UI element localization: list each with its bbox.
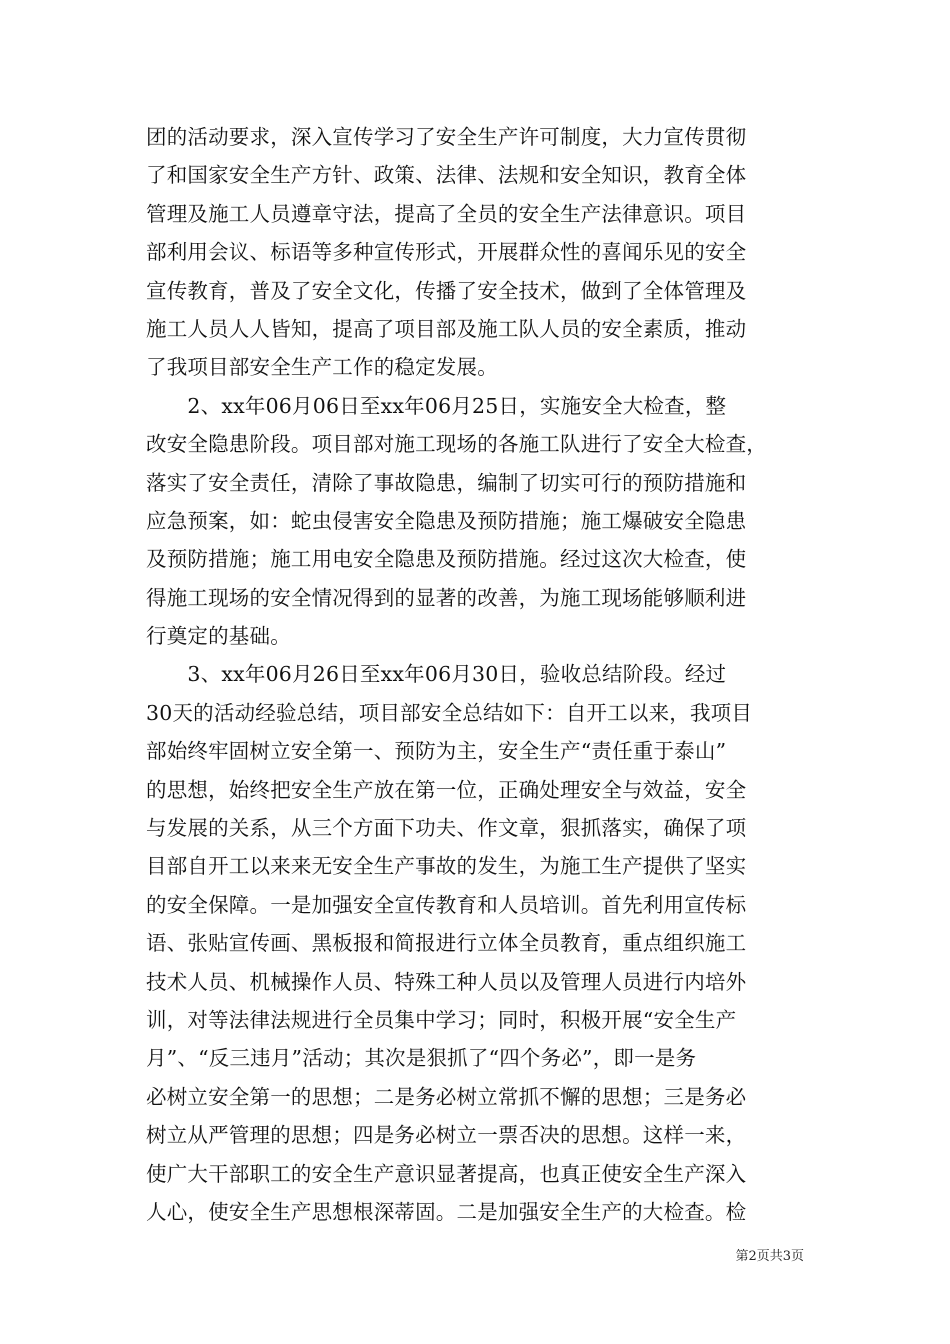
text-line: 了我项目部安全生产工作的稳定发展。 (146, 355, 498, 380)
text-line: 及预防措施；施工用电安全隐患及预防措施。经过这次大检查，使 (146, 547, 747, 572)
text-line: 技术人员、机械操作人员、特殊工种人员以及管理人员进行内培外 (146, 969, 747, 994)
text-line: 应急预案，如：蛇虫侵害安全隐患及预防措施；施工爆破安全隐患 (146, 508, 747, 533)
text-line: 得施工现场的安全情况得到的显著的改善，为施工现场能够顺利进 (146, 585, 747, 610)
text-line: 训，对等法律法规进行全员集中学习；同时，积极开展“安全生产 (146, 1007, 737, 1032)
text-line: 必树立安全第一的思想；二是务必树立常抓不懈的思想；三是务必 (146, 1084, 747, 1109)
text-line: 部利用会议、标语等多种宣传形式，开展群众性的喜闻乐见的安全 (146, 240, 747, 265)
text-line: 人心，使安全生产思想根深蒂固。二是加强安全生产的大检查。检 (146, 1199, 747, 1224)
text-line: 树立从严管理的思想；四是务必树立一票否决的思想。这样一来， (146, 1123, 747, 1148)
text-line: 的思想，始终把安全生产放在第一位，正确处理安全与效益，安全 (146, 777, 747, 802)
text-line: 2、xx年06月06日至xx年06月25日，实施安全大检查，整 (146, 393, 727, 418)
text-line: 施工人员人人皆知，提高了项目部及施工队人员的安全素质，推动 (146, 316, 747, 341)
text-line: 语、张贴宣传画、黑板报和简报进行立体全员教育，重点组织施工 (146, 931, 747, 956)
text-line: 团的活动要求，深入宣传学习了安全生产许可制度，大力宣传贯彻 (146, 125, 747, 149)
text-line: 与发展的关系，从三个方面下功夫、作文章，狠抓落实，确保了项 (146, 816, 747, 841)
text-line: 使广大干部职工的安全生产意识显著提高，也真正使安全生产深入 (146, 1161, 747, 1186)
body-text (146, 118, 810, 1231)
text-line: 目部自开工以来来无安全生产事故的发生，为施工生产提供了坚实 (146, 854, 747, 879)
text-line: 月”、“反三违月”活动；其次是狠抓了“四个务必”，即一是务 (146, 1046, 697, 1071)
text-line: 了和国家安全生产方针、政策、法律、法规和安全知识，教育全体 (146, 163, 747, 188)
text-line: 行奠定的基础。 (146, 624, 291, 649)
text-line: 落实了安全责任，清除了事故隐患，编制了切实可行的预防措施和 (146, 470, 747, 495)
text-line: 的安全保障。一是加强安全宣传教育和人员培训。首先利用宣传标 (146, 892, 747, 917)
text-line: 30天的活动经验总结，项目部安全总结如下：自开工以来，我项目 (146, 700, 753, 725)
text-line: 改安全隐患阶段。项目部对施工现场的各施工队进行了安全大检查， (146, 432, 767, 457)
page-number: 第2页共3页 (735, 1249, 804, 1264)
text-line: 管理及施工人员遵章守法，提高了全员的安全生产法律意识。项目 (146, 201, 747, 226)
text-line: 宣传教育，普及了安全文化，传播了安全技术，做到了全体管理及 (146, 278, 747, 303)
text-line: 部始终牢固树立安全第一、预防为主，安全生产“责任重于泰山” (146, 739, 727, 764)
text-line: 3、xx年06月26日至xx年06月30日，验收总结阶段。经过 (146, 662, 727, 687)
